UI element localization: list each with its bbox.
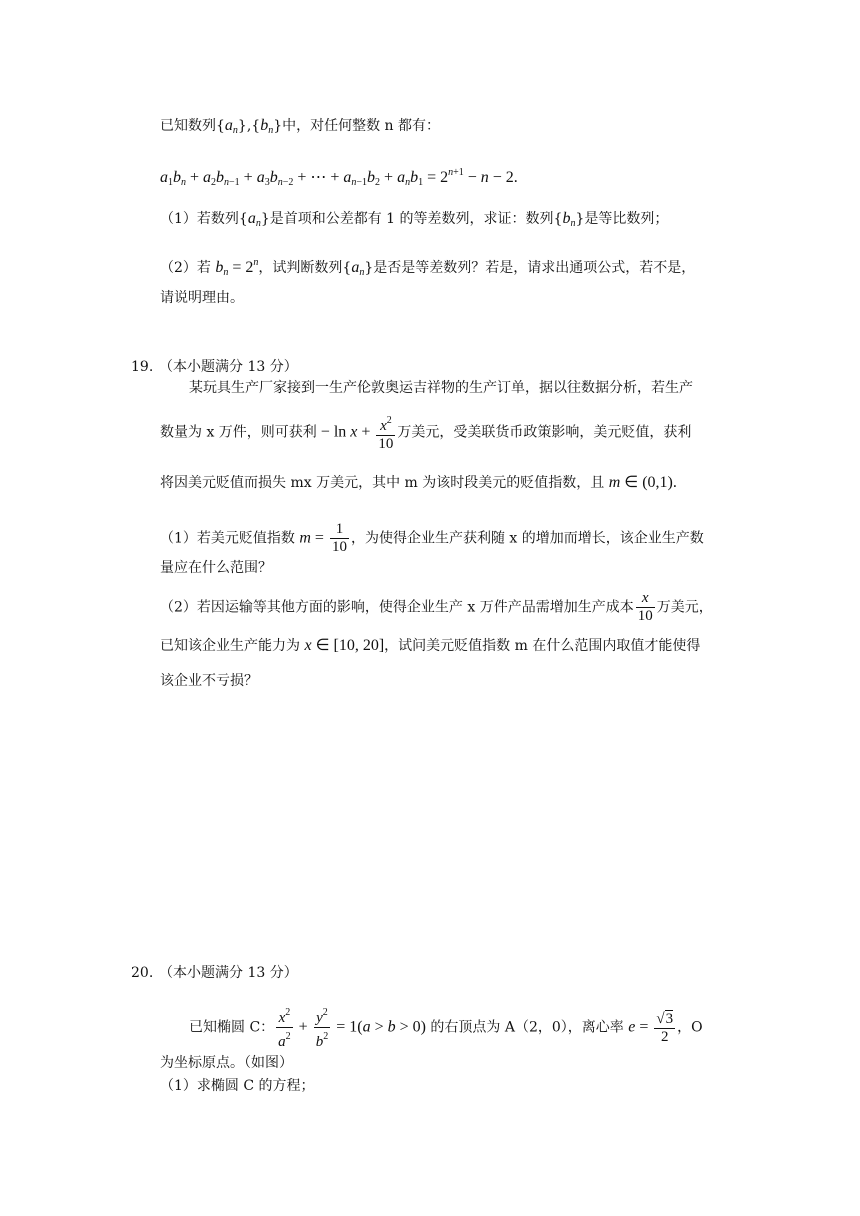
q18-intro: 已知数列$\{a_n\},\{b_n\}$中，对任何整数 n 都有： (160, 117, 441, 136)
q19-header: （本小题满分 13 分） (159, 359, 298, 375)
q20-line1: 已知椭圆 C： $\frac{x^2}{a^2}$ + $\frac{y^2}{b^2}$ = 1(a > b > 0) 的右顶点为 A（2，0），离心率 e = $\frac{√3}{2}$ ，O (189, 1004, 703, 1051)
q20-number: 20. (131, 965, 154, 981)
q19-part1-line2: 量应在什么范围？ (160, 560, 272, 576)
q20-header: （本小题满分 13 分） (159, 965, 298, 981)
q18-part2-line2: 请说明理由。 (160, 290, 244, 306)
q19-line1: 某玩具生产厂家接到一生产伦敦奥运吉祥物的生产订单，据以往数据分析，若生产 (189, 380, 693, 396)
q18-part1: （1）若数列$\{a_n\}$是首项和公差都有 1 的等差数列，求证：数列$\{b_n\}$是等比数列； (160, 210, 669, 229)
q18-equation: $a_1b_n + a_2b_{n-1} + a_3b_{n-2}$ + ⋯ + $a_{n-1}b_2 + a_nb_1 = 2^{n+1} - n - 2$. (160, 167, 518, 188)
q19-part2-line2: 已知该企业生产能力为 x ∈ [10, 20]，试问美元贬值指数 m 在什么范围内取值才能使得 (160, 637, 701, 654)
q20-part1: （1）求椭圆 C 的方程； (160, 1078, 315, 1094)
q19-part2-line3: 该企业不亏损？ (160, 673, 258, 689)
q19-part2-line1: （2）若因运输等其他方面的影响，使得企业生产 x 万件产品需增加生产成本 $\frac{x}{10}$ 万美元， (160, 590, 713, 624)
q19-part1-line1: （1）若美元贬值指数 m = $\frac{1}{10}$ ，为使得企业生产获利随 x 的增加而增长，该企业生产数 (160, 521, 704, 555)
q18-part2-line1: （2）若 $b_n = 2^n$，试判断数列$\{a_n\}$是否是等差数列？若是，请求出通项公式，若不是， (160, 257, 696, 278)
q19-number: 19. (131, 359, 154, 375)
q20-line2: 为坐标原点。（如图） (160, 1055, 293, 1071)
q19-line2: 数量为 x 万件，则可获利 − ln x + $\frac{x^2}{10}$ 万美元，受美联货币政策影响，美元贬值，获利 (160, 412, 691, 453)
q19-line3: 将因美元贬值而损失 mx 万美元，其中 m 为该时段美元的贬值指数，且 m ∈ (0,1). (160, 474, 677, 491)
